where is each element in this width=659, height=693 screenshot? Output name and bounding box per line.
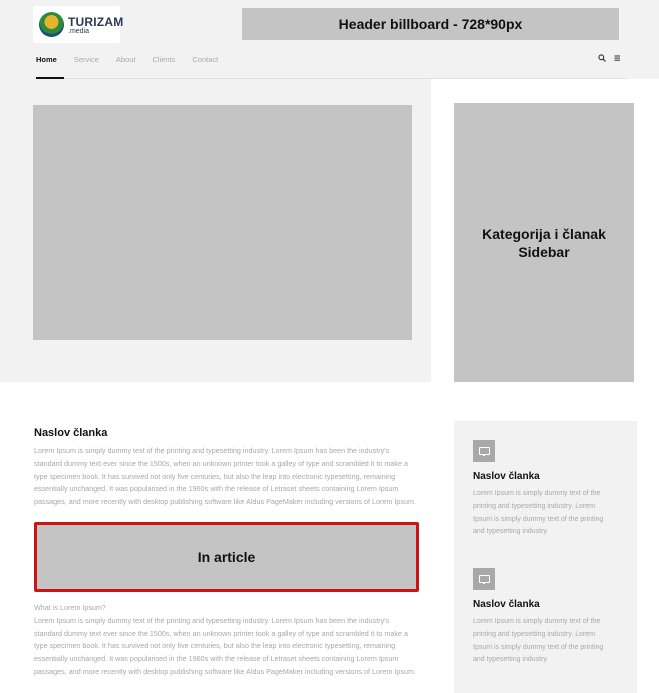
search-icon[interactable]: [598, 54, 606, 64]
sidebar-ad[interactable]: [454, 103, 634, 382]
menu-icon[interactable]: [614, 54, 621, 64]
hero-image-placeholder[interactable]: [33, 105, 412, 340]
header-icons: [598, 54, 621, 64]
sidebar-ad-line1: Kategorija i članak: [482, 225, 606, 242]
sidebar-card-title[interactable]: Naslov članka: [473, 599, 540, 610]
main-nav: [36, 55, 235, 64]
monitor-icon: [473, 440, 495, 462]
nav-item-about[interactable]: About: [115, 55, 136, 64]
in-article-ad[interactable]: In article: [34, 522, 419, 592]
logo-suffix: .media: [68, 28, 90, 35]
monitor-icon: [473, 568, 495, 590]
logo-emblem-icon: [39, 12, 64, 37]
nav-item-clients[interactable]: Clients: [152, 55, 176, 64]
header-billboard-ad[interactable]: Header billboard - 728*90px: [242, 8, 619, 40]
sidebar-ad-line2: Sidebar: [518, 243, 570, 260]
article-paragraph: Lorem Ipsum is simply dummy text of the printing and typesetting industry. Lorem Ipsum has been the industry's standard dummy text ever since the 1500s, when an unknown printer took a galley of type and scrambled it to make a type specimen book. It has survived not only five centuries, but also the leap into electronic typesetting, remaining essentially unchanged. It was popularised in the 1960s with the release of Letraset sheets containing Lorem Ipsum passages, and more recently with desktop publishing software like Aldus PageMaker including versions of Lorem Ipsum.: [34, 615, 416, 676]
article-section: [34, 602, 419, 679]
logo-title: TURIZAM: [68, 15, 124, 29]
sidebar-card-title[interactable]: Naslov članka: [473, 471, 540, 482]
nav-item-contact[interactable]: Contact: [192, 55, 219, 64]
article-paragraph: Lorem Ipsum is simply dummy text of the printing and typesetting industry. Lorem Ipsum has been the industry's standard dummy text ever since the 1500s, when an unknown printer took a galley of type and scrambled it to make a type specimen book. It has survived not only five centuries, but also the leap into electronic typesetting, remaining essentially unchanged. It was popularised in the 1960s with the release of Letraset sheets containing Lorem Ipsum passages, and more recently with desktop publishing software like Aldus PageMaker including versions of Lorem Ipsum.: [34, 446, 416, 507]
sidebar-panel: [454, 421, 637, 693]
sidebar-card-text: Lorem Ipsum is simply dummy text of the printing and typesetting industry. Lorem Ipsum is simply dummy text of the printing and typesetting industry.: [473, 490, 604, 536]
nav-item-service[interactable]: Service: [73, 55, 99, 64]
nav-item-home[interactable]: Home: [36, 55, 57, 64]
site-logo[interactable]: [33, 6, 124, 43]
article-question: What is Lorem Ipsum?: [34, 603, 106, 612]
sidebar-card-text: Lorem Ipsum is simply dummy text of the printing and typesetting industry. Lorem Ipsum is simply dummy text of the printing and typesetting industry.: [473, 618, 604, 664]
article-title: Naslov članka: [34, 427, 108, 439]
